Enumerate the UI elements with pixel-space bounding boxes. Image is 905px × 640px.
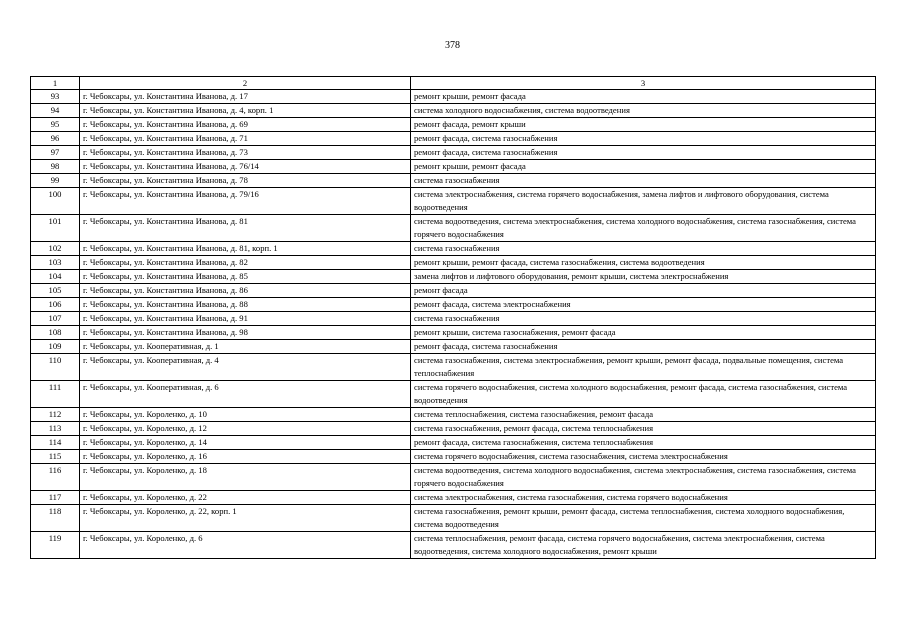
works-cell: система электроснабжения, система газоснабжения, система горячего водоснабжения [411, 491, 876, 505]
table-row [31, 174, 876, 188]
works-cell: система водоотведения, система холодного водоснабжения, система электроснабжения, система газоснабжения, система горячего водоснабжения [411, 464, 876, 491]
table-row [31, 104, 876, 118]
row-number-cell: 95 [31, 118, 80, 132]
address-cell: г. Чебоксары, ул. Кооперативная, д. 1 [80, 340, 411, 354]
table-row [31, 422, 876, 436]
works-table [30, 76, 876, 559]
works-cell: ремонт фасада, система электроснабжения [411, 298, 876, 312]
row-number-cell: 102 [31, 242, 80, 256]
address-cell: г. Чебоксары, ул. Константина Иванова, д. 88 [80, 298, 411, 312]
address-cell: г. Чебоксары, ул. Кооперативная, д. 6 [80, 381, 411, 408]
table-row [31, 160, 876, 174]
address-cell: г. Чебоксары, ул. Короленко, д. 18 [80, 464, 411, 491]
table-row [31, 505, 876, 532]
address-cell: г. Чебоксары, ул. Короленко, д. 14 [80, 436, 411, 450]
row-number-cell: 105 [31, 284, 80, 298]
row-number-cell: 107 [31, 312, 80, 326]
works-cell: система газоснабжения [411, 242, 876, 256]
works-cell: система теплоснабжения, ремонт фасада, система горячего водоснабжения, система электроснабжения, система водоотведения, система холодного водоснабжения, ремонт крыши [411, 532, 876, 559]
row-number-cell: 111 [31, 381, 80, 408]
row-number-cell: 101 [31, 215, 80, 242]
table-row [31, 284, 876, 298]
address-cell: г. Чебоксары, ул. Короленко, д. 12 [80, 422, 411, 436]
row-number-cell: 110 [31, 354, 80, 381]
row-number-cell: 104 [31, 270, 80, 284]
works-cell: ремонт фасада, система газоснабжения, система теплоснабжения [411, 436, 876, 450]
table-row [31, 298, 876, 312]
row-number-cell: 98 [31, 160, 80, 174]
table-row [31, 118, 876, 132]
address-cell: г. Чебоксары, ул. Константина Иванова, д. 73 [80, 146, 411, 160]
table-row [31, 242, 876, 256]
works-cell: система холодного водоснабжения, система водоотведения [411, 104, 876, 118]
works-cell: ремонт крыши, ремонт фасада, система газоснабжения, система водоотведения [411, 256, 876, 270]
works-cell: система газоснабжения [411, 174, 876, 188]
works-cell: ремонт крыши, система газоснабжения, ремонт фасада [411, 326, 876, 340]
works-cell: ремонт крыши, ремонт фасада [411, 160, 876, 174]
column-header-address: 2 [80, 77, 411, 90]
works-cell: система газоснабжения, ремонт фасада, система теплоснабжения [411, 422, 876, 436]
table-row [31, 146, 876, 160]
table-row [31, 340, 876, 354]
row-number-cell: 94 [31, 104, 80, 118]
table-row [31, 491, 876, 505]
works-cell: замена лифтов и лифтового оборудования, ремонт крыши, система электроснабжения [411, 270, 876, 284]
address-cell: г. Чебоксары, ул. Константина Иванова, д. 4, корп. 1 [80, 104, 411, 118]
works-cell: ремонт фасада [411, 284, 876, 298]
address-cell: г. Чебоксары, ул. Константина Иванова, д. 81, корп. 1 [80, 242, 411, 256]
row-number-cell: 115 [31, 450, 80, 464]
table-header-row [31, 77, 876, 90]
table-row [31, 381, 876, 408]
works-cell: система газоснабжения, ремонт крыши, ремонт фасада, система теплоснабжения, система холодного водоснабжения, система водоотведения [411, 505, 876, 532]
column-header-works: 3 [411, 77, 876, 90]
works-cell: система водоотведения, система электроснабжения, система холодного водоснабжения, система газоснабжения, система горячего водоснабжения [411, 215, 876, 242]
row-number-cell: 96 [31, 132, 80, 146]
table-row [31, 436, 876, 450]
table-row [31, 132, 876, 146]
table-row [31, 270, 876, 284]
row-number-cell: 108 [31, 326, 80, 340]
table-body [31, 90, 876, 559]
table-row [31, 354, 876, 381]
table-row [31, 90, 876, 104]
works-cell: ремонт фасада, система газоснабжения [411, 146, 876, 160]
table-row [31, 312, 876, 326]
table-row [31, 464, 876, 491]
row-number-cell: 117 [31, 491, 80, 505]
works-cell: система газоснабжения [411, 312, 876, 326]
row-number-cell: 97 [31, 146, 80, 160]
row-number-cell: 112 [31, 408, 80, 422]
address-cell: г. Чебоксары, ул. Константина Иванова, д. 82 [80, 256, 411, 270]
row-number-cell: 113 [31, 422, 80, 436]
address-cell: г. Чебоксары, ул. Константина Иванова, д. 81 [80, 215, 411, 242]
address-cell: г. Чебоксары, ул. Кооперативная, д. 4 [80, 354, 411, 381]
row-number-cell: 103 [31, 256, 80, 270]
address-cell: г. Чебоксары, ул. Константина Иванова, д. 86 [80, 284, 411, 298]
address-cell: г. Чебоксары, ул. Константина Иванова, д. 91 [80, 312, 411, 326]
row-number-cell: 99 [31, 174, 80, 188]
address-cell: г. Чебоксары, ул. Короленко, д. 16 [80, 450, 411, 464]
column-header-number: 1 [31, 77, 80, 90]
page-number: 378 [445, 40, 460, 51]
works-cell: ремонт фасада, ремонт крыши [411, 118, 876, 132]
address-cell: г. Чебоксары, ул. Константина Иванова, д. 69 [80, 118, 411, 132]
address-cell: г. Чебоксары, ул. Короленко, д. 22 [80, 491, 411, 505]
works-cell: ремонт фасада, система газоснабжения [411, 132, 876, 146]
address-cell: г. Чебоксары, ул. Константина Иванова, д. 85 [80, 270, 411, 284]
table-row [31, 532, 876, 559]
row-number-cell: 100 [31, 188, 80, 215]
row-number-cell: 114 [31, 436, 80, 450]
table-row [31, 450, 876, 464]
address-cell: г. Чебоксары, ул. Константина Иванова, д. 17 [80, 90, 411, 104]
row-number-cell: 119 [31, 532, 80, 559]
address-cell: г. Чебоксары, ул. Константина Иванова, д. 78 [80, 174, 411, 188]
row-number-cell: 109 [31, 340, 80, 354]
address-cell: г. Чебоксары, ул. Константина Иванова, д. 71 [80, 132, 411, 146]
works-cell: система газоснабжения, система электроснабжения, ремонт крыши, ремонт фасада, подвальные помещения, система теплоснабжения [411, 354, 876, 381]
table-row [31, 256, 876, 270]
row-number-cell: 118 [31, 505, 80, 532]
table-row [31, 188, 876, 215]
row-number-cell: 93 [31, 90, 80, 104]
works-cell: система теплоснабжения, система газоснабжения, ремонт фасада [411, 408, 876, 422]
address-cell: г. Чебоксары, ул. Короленко, д. 10 [80, 408, 411, 422]
address-cell: г. Чебоксары, ул. Короленко, д. 6 [80, 532, 411, 559]
works-cell: система горячего водоснабжения, система холодного водоснабжения, ремонт фасада, система газоснабжения, система водоотведения [411, 381, 876, 408]
table-row [31, 408, 876, 422]
address-cell: г. Чебоксары, ул. Константина Иванова, д. 98 [80, 326, 411, 340]
address-cell: г. Чебоксары, ул. Константина Иванова, д. 79/16 [80, 188, 411, 215]
works-cell: ремонт крыши, ремонт фасада [411, 90, 876, 104]
address-cell: г. Чебоксары, ул. Константина Иванова, д. 76/14 [80, 160, 411, 174]
table-row [31, 326, 876, 340]
works-cell: система горячего водоснабжения, система газоснабжения, система электроснабжения [411, 450, 876, 464]
table-row [31, 215, 876, 242]
works-cell: ремонт фасада, система газоснабжения [411, 340, 876, 354]
works-cell: система электроснабжения, система горячего водоснабжения, замена лифтов и лифтового оборудования, система водоотведения [411, 188, 876, 215]
address-cell: г. Чебоксары, ул. Короленко, д. 22, корп. 1 [80, 505, 411, 532]
row-number-cell: 106 [31, 298, 80, 312]
row-number-cell: 116 [31, 464, 80, 491]
